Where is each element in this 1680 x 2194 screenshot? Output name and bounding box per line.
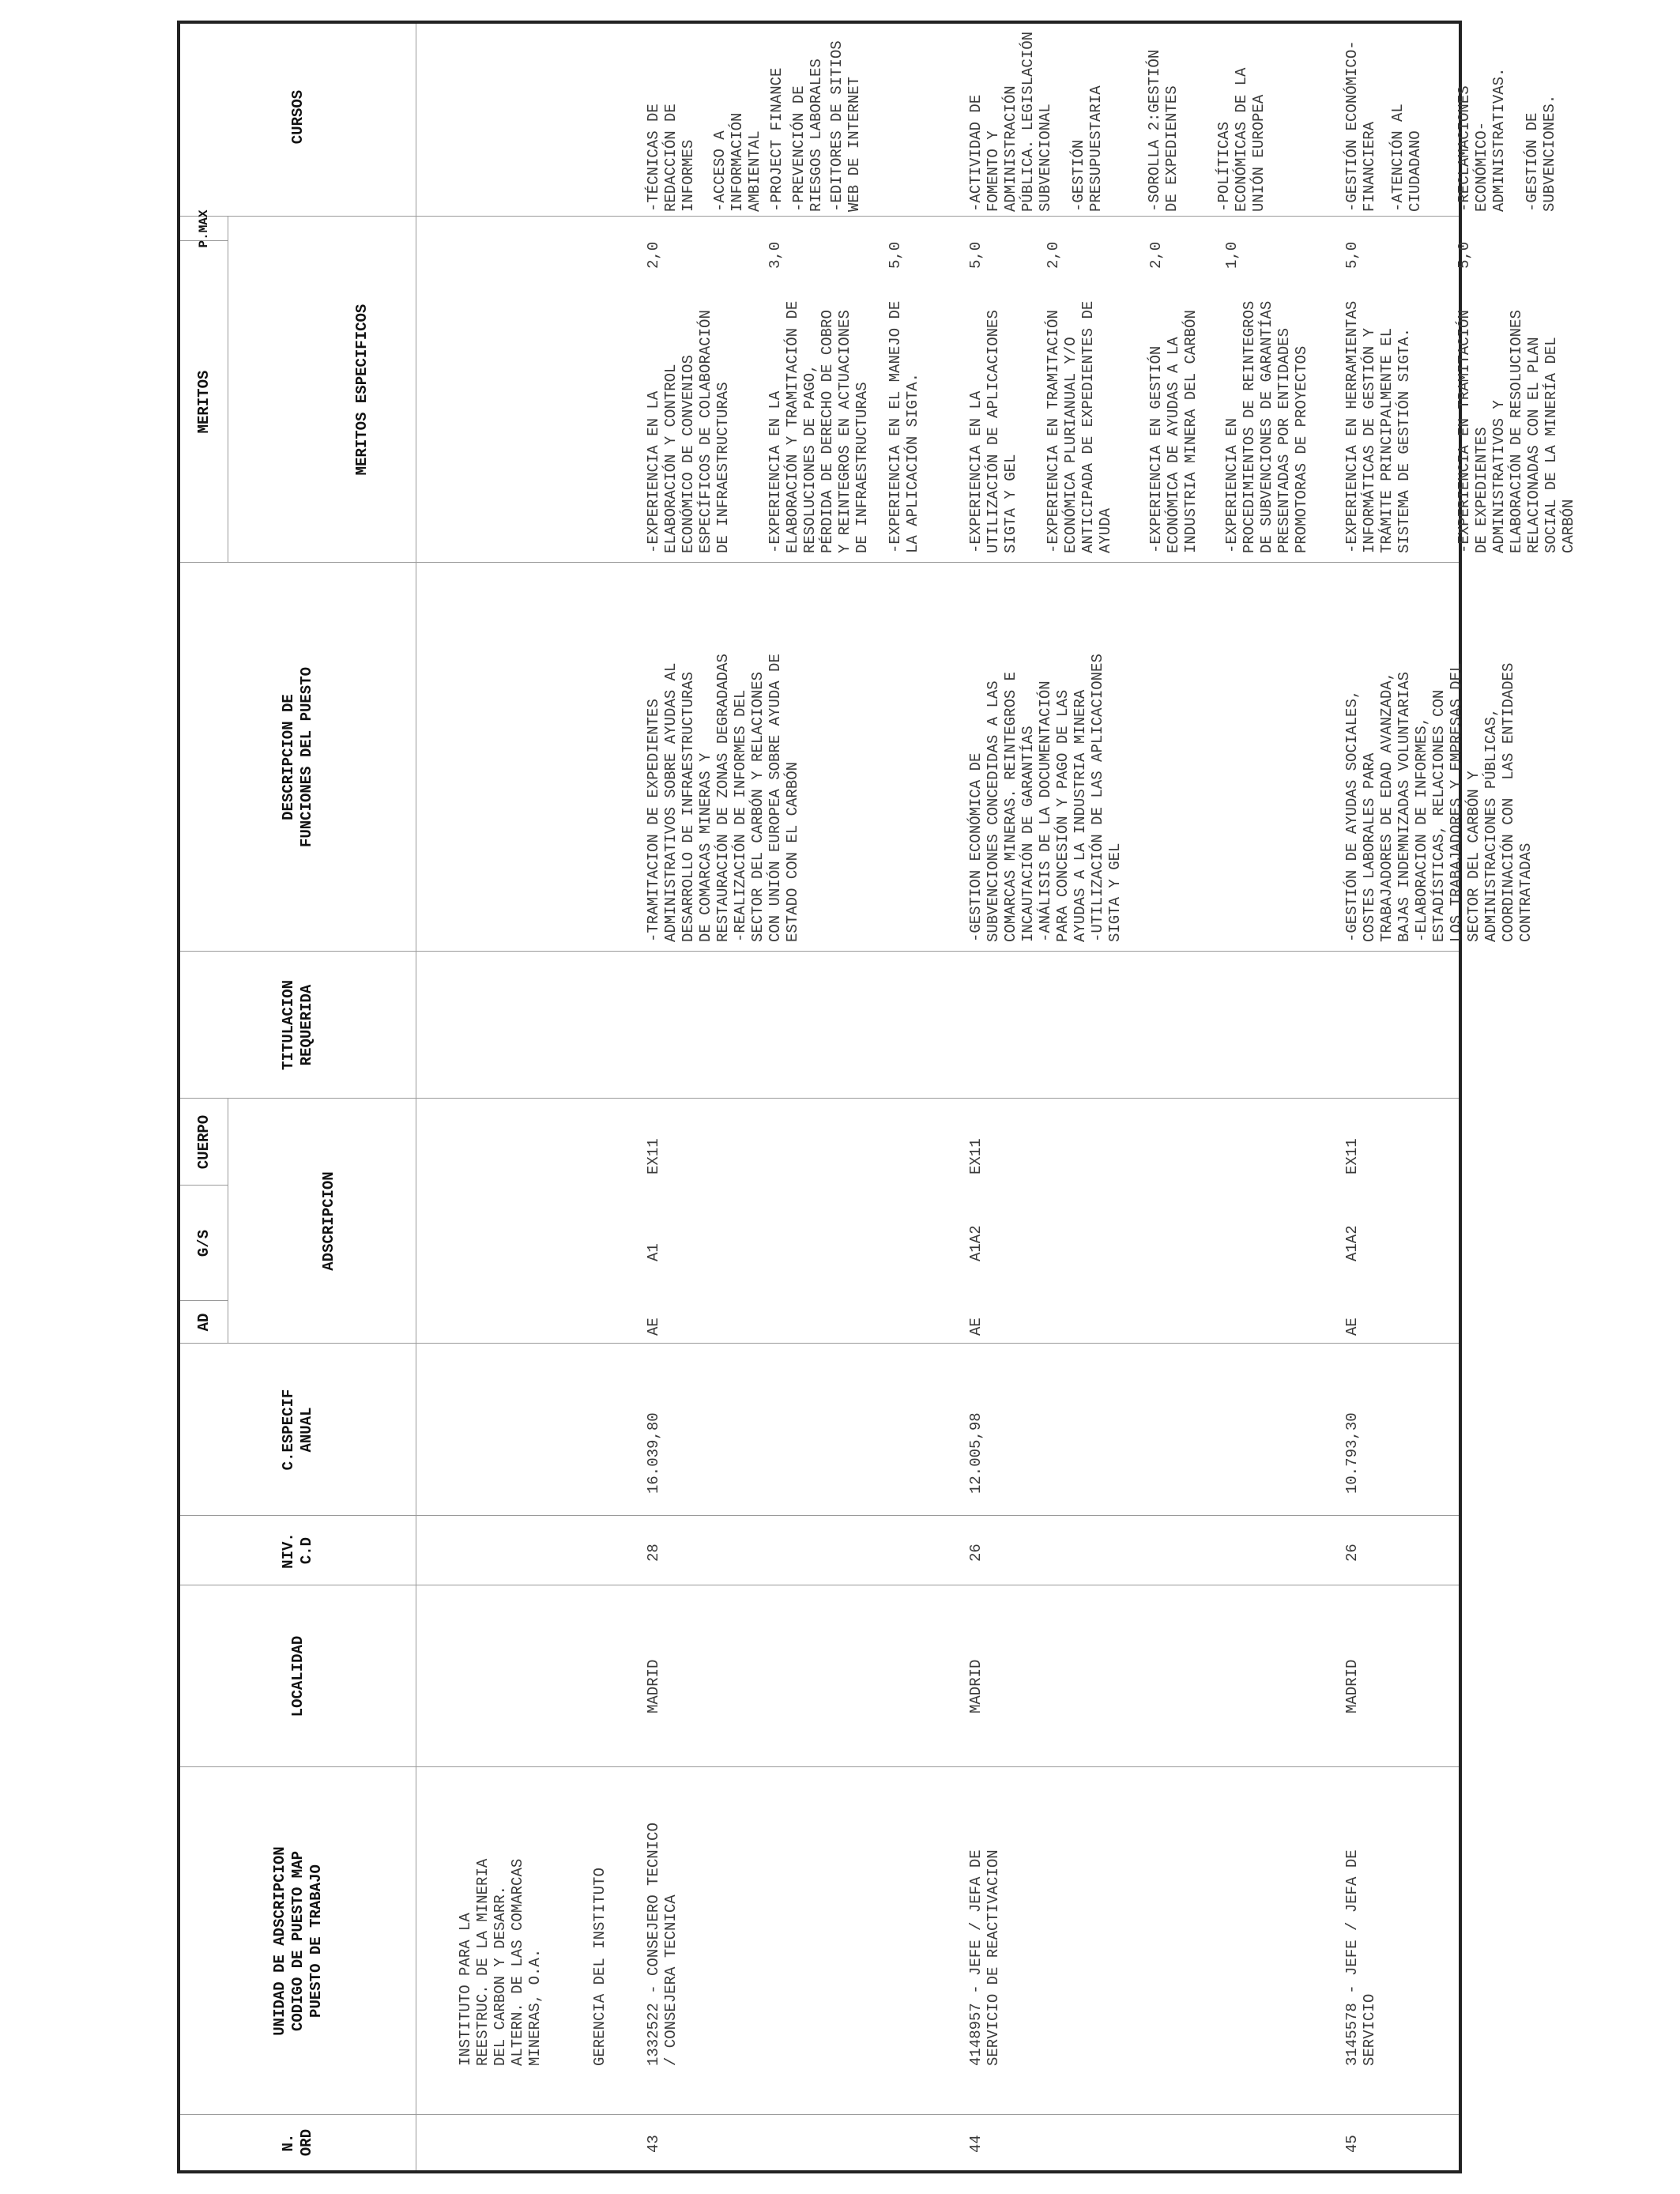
row-niv: 26 [1343, 1544, 1361, 1562]
row-localidad: MADRID [967, 1659, 985, 1713]
row-merito: -EXPERIENCIA EN EL MANEJO DE LA APLICACIÓN SIGTA. [887, 300, 921, 553]
row-pmax: 5,0 [967, 241, 985, 269]
row-curso: -GESTIÓN DE SUBVENCIONES. [1524, 94, 1558, 212]
unit-name: INSTITUTO PARA LA REESTRUC. DE LA MINERIA DEL CARBON Y DESARR. ALTERN. DE LAS COMARCAS MINERAS, O.A. [457, 1858, 544, 2066]
row-n: 44 [967, 2135, 985, 2153]
header-gs: G/S [194, 1229, 213, 1257]
row-curso: -ATENCIÓN AL CIUDADANO [1389, 104, 1424, 212]
row-especif: 16.039,80 [645, 1412, 662, 1494]
row-pmax: 2,0 [1147, 241, 1165, 269]
row-localidad: MADRID [645, 1659, 662, 1713]
row-merito: -EXPERIENCIA EN GESTIÓN ECONÓMICA DE AYUDAS A LA INDUSTRIA MINERA DEL CARBÓN [1147, 310, 1200, 553]
header-meritos: MERITOS [194, 370, 213, 434]
unit-sub: GERENCIA DEL INSTITUTO [591, 1868, 608, 2066]
row-n: 43 [645, 2135, 662, 2153]
row-ad: AE [967, 1318, 985, 1336]
row-puesto: 1332522 - CONSEJERO TECNICO / CONSEJERA TECNICA [645, 1823, 680, 2066]
row-pmax: 2,0 [645, 241, 662, 269]
row-curso: -TÉCNICAS DE REDACCIÓN DE INFORMES [645, 104, 697, 212]
row-curso: -GESTIÓN PRESUPUESTARIA [1070, 85, 1105, 212]
row-especif: 10.793,30 [1343, 1412, 1361, 1494]
header-localidad: LOCALIDAD [288, 1635, 307, 1717]
row-gs: A1A2 [1343, 1225, 1361, 1261]
row-descripcion: -GESTIÓN DE AYUDAS SOCIALES, COSTES LABORALES PARA TRABAJADORES DE EDAD AVANZADA, BAJAS INDEMNIZADAS VOLUNTARIAS -ELABORACION DE INFORMES, ESTADÍSTICAS, RELACIONES CON LOS TRABAJADORES Y EMPRESAS DEL SECTOR DEL CARBÓN Y ADMINISTRACIONES PÚBLICAS, COORDINACIÓN CON LAS ENTIDADES CONTRATADAS [1343, 662, 1535, 942]
row-pmax: 5,0 [1456, 241, 1473, 269]
row-pmax: 2,0 [1045, 241, 1062, 269]
header-meritos-especificos: MERITOS ESPECIFICOS [352, 303, 371, 476]
row-merito: -EXPERIENCIA EN LA UTILIZACIÓN DE APLICACIONES SIGTA Y GEL [967, 310, 1019, 553]
row-n: 45 [1343, 2135, 1361, 2153]
row-merito: -EXPERIENCIA EN HERRAMIENTAS INFORMÁTICAS DE GESTIÓN Y TRÁMITE PRINCIPALMENTE EL SISTEMA DE GESTIÓN SIGTA. [1343, 300, 1413, 553]
row-curso: -PROJECT FINANCE [768, 67, 785, 212]
row-curso: -GESTIÓN ECONÓMICO- FINANCIERA [1343, 40, 1378, 212]
header-titulacion: TITULACION REQUERIDA [280, 979, 315, 1071]
row-curso: -ACTIVIDAD DE FOMENTO Y ADMINISTRACIÓN PÚBLICA. LEGISLACIÓN SUBVENCIONAL [967, 31, 1054, 212]
row-curso: -POLÍTICAS ECONÓMICAS DE LA UNIÓN EUROPEA [1215, 67, 1268, 212]
row-pmax: 5,0 [1343, 241, 1361, 269]
header-cursos: CURSOS [288, 89, 307, 145]
row-curso: -EDITORES DE SITIOS WEB DE INTERNET [828, 40, 863, 212]
row-merito: -EXPERIENCIA EN TRAMITACIÓN DE EXPEDIENTES ADMINISTRATIVOS Y ELABORACIÓN DE RESOLUCIONES RELACIONADAS CON EL PLAN SOCIAL DE LA MINERÍA DEL CARBÓN [1456, 310, 1577, 553]
row-localidad: MADRID [1343, 1659, 1361, 1713]
header-unidad: UNIDAD DE ADSCRIPCION CODIGO DE PUESTO MAP PUESTO DE TRABAJO [270, 1846, 325, 2036]
header-ad: AD [194, 1313, 213, 1332]
row-cuerpo: EX11 [967, 1138, 985, 1174]
row-pmax: 3,0 [767, 241, 784, 269]
row-merito: -EXPERIENCIA EN LA ELABORACIÓN Y CONTROL ECONÓMICO DE CONVENIOS ESPECÍFICOS DE COLABORACIÓN DE INFRAESTRUCTURAS [645, 310, 732, 553]
row-descripcion: -TRAMITACION DE EXPEDIENTES ADMINISTRATIVOS SOBRE AYUDAS AL DESARROLLO DE INFRAESTRUCTURAS DE COMARCAS MINERAS Y RESTAURACIÓN DE ZONAS DEGRADADAS -REALIZACIÓN DE INFORMES DEL SECTOR DEL CARBÓN Y RELACIONES CON UNIÓN EUROPEA SOBRE AYUDA DE ESTADO CON EL CARBÓN [645, 654, 801, 942]
row-gs: A1 [645, 1243, 662, 1261]
row-merito: -EXPERIENCIA EN LA ELABORACIÓN Y TRAMITACIÓN DE RESOLUCIONES DE PAGO, PÉRDIDA DE DERECHO DE COBRO Y REINTEGROS EN ACTUACIONES DE INFRAESTRUCTURAS [767, 300, 871, 553]
row-ad: AE [1343, 1318, 1361, 1336]
row-merito: -EXPERIENCIA EN TRAMITACIÓN ECONÓMICA PLURIANUAL Y/O ANTICIPADA DE EXPEDIENTES DE AYUDA [1045, 300, 1114, 553]
row-puesto: 3145578 - JEFE / JEFA DE SERVICIO [1343, 1849, 1378, 2066]
table-frame [177, 21, 1577, 2173]
header-descripcion: DESCRIPCION DE FUNCIONES DEL PUESTO [280, 666, 315, 848]
row-pmax: 5,0 [887, 241, 904, 269]
row-curso: -RECLAMACIONES ECONÓMICO- ADMINISTRATIVAS. [1456, 67, 1508, 212]
row-cuerpo: EX11 [645, 1138, 662, 1174]
header-p-max: P.MAX [196, 209, 211, 248]
header-adscripcion: ADSCRIPCION [319, 1171, 337, 1271]
row-curso: -PREVENCIÓN DE RIESGOS LABORALES [790, 58, 825, 212]
row-especif: 12.005,98 [967, 1412, 985, 1494]
header-cuerpo: CUERPO [194, 1114, 213, 1170]
row-cuerpo: EX11 [1343, 1138, 1361, 1174]
row-niv: 28 [645, 1544, 662, 1562]
row-curso: -ACCESO A INFORMACIÓN AMBIENTAL [711, 112, 763, 212]
row-pmax: 1,0 [1223, 241, 1241, 269]
row-ad: AE [645, 1318, 662, 1336]
row-merito: -EXPERIENCIA EN PROCEDIMIENTOS DE REINTEGROS DE SUBVENCIONES DE GARANTÍAS PRESENTADAS POR ENTIDADES PROMOTORAS DE PROYECTOS [1223, 300, 1310, 553]
row-descripcion: -GESTION ECONÓMICA DE SUBVENCIONES CONCEDIDAS A LAS COMARCAS MINERAS. REINTEGROS E INCAUTACIÓN DE GARANTÍAS -ANÁLISIS DE LA DOCUMENTACIÓN PARA CONCESIÓN Y PAGO DE LAS AYUDAS A LA INDUSTRIA MINERA -UTILIZACIÓN DE LAS APLICACIONES SIGTA Y GEL [967, 654, 1124, 942]
header-n-ord: N. ORD [280, 2128, 315, 2157]
header-c-especif: C.ESPECIF ANUAL [280, 1389, 315, 1471]
row-niv: 26 [967, 1544, 985, 1562]
header-niv: NIV. C.D [280, 1532, 315, 1569]
row-gs: A1A2 [967, 1225, 985, 1261]
row-puesto: 4148957 - JEFE / JEFA DE SERVICIO DE REACTIVACION [967, 1849, 1002, 2066]
row-curso: -SOROLLA 2:GESTIÓN DE EXPEDIENTES [1146, 49, 1181, 212]
